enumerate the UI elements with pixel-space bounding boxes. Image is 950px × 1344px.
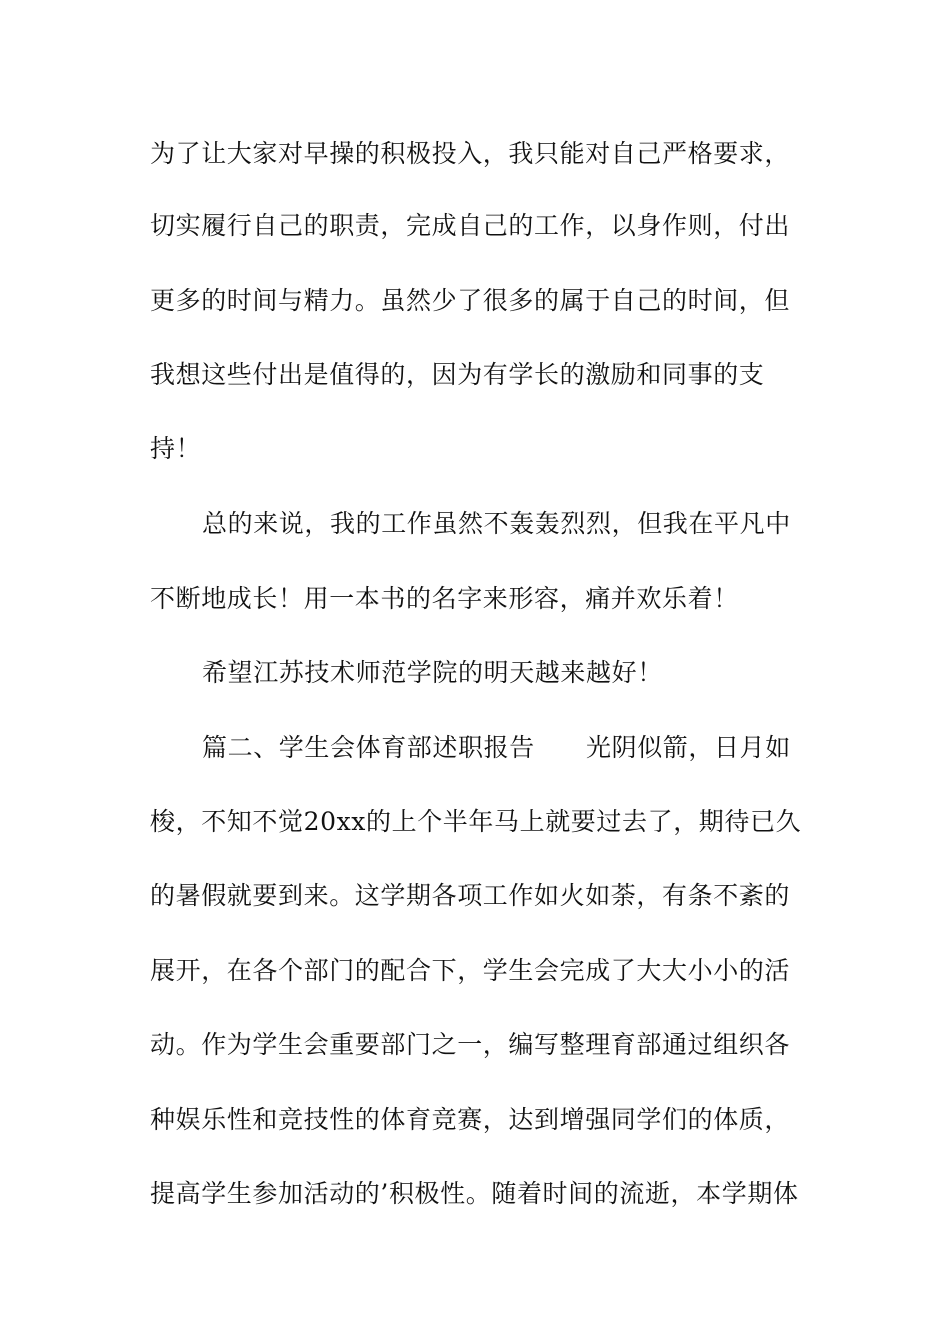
text-line-6: 总的来说，我的工作虽然不轰轰烈烈，但我在平凡中 <box>202 509 791 538</box>
text-line-12: 展开，在各个部门的配合下，学生会完成了大大小小的活 <box>150 956 791 985</box>
text-line-14: 种娱乐性和竞技性的体育竞赛，达到增强同学们的体质， <box>150 1105 791 1134</box>
text-line-5: 持！ <box>150 434 202 463</box>
text-line-10: 梭，不知不觉20xx的上个半年马上就要过去了，期待已久 <box>150 807 802 836</box>
text-line-4: 我想这些付出是值得的，因为有学长的激励和同事的支 <box>150 360 765 389</box>
text-line-9: 篇二、学生会体育部述职报告 光阴似箭，日月如 <box>202 733 791 762</box>
text-line-2: 切实履行自己的职责，完成自己的工作，以身作则，付出 <box>150 211 791 240</box>
text-line-3: 更多的时间与精力。虽然少了很多的属于自己的时间，但 <box>150 286 791 315</box>
text-line-15: 提高学生参加活动的’积极性。随着时间的流逝，本学期体 <box>150 1179 799 1208</box>
text-line-11: 的暑假就要到来。这学期各项工作如火如荼，有条不紊的 <box>150 881 791 910</box>
text-line-13: 动。作为学生会重要部门之一，编写整理育部通过组织各 <box>150 1030 791 1059</box>
text-line-8: 希望江苏技术师范学院的明天越来越好！ <box>202 658 663 687</box>
text-line-7: 不断地成长！用一本书的名字来形容，痛并欢乐着！ <box>150 584 739 613</box>
text-line-1: 为了让大家对早操的积极投入，我只能对自己严格要求， <box>150 139 791 168</box>
